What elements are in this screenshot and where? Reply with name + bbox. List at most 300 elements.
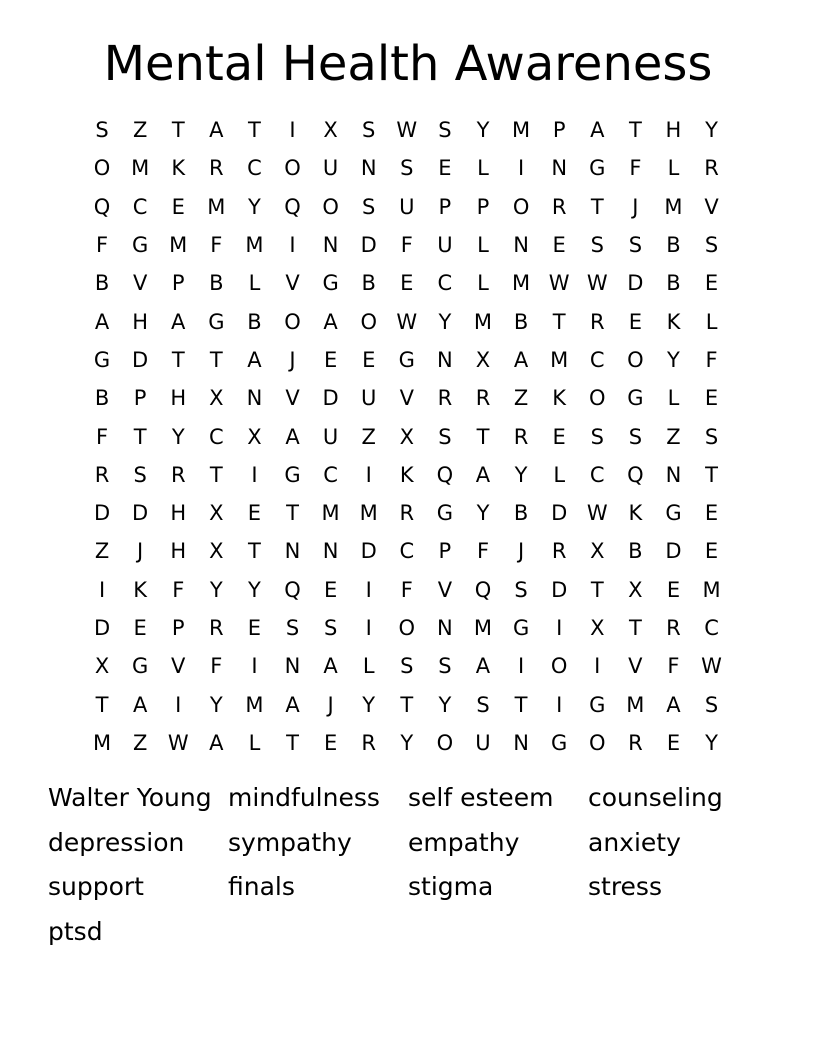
grid-cell[interactable]: A [171, 309, 186, 334]
grid-cell[interactable]: T [209, 462, 223, 487]
grid-cell[interactable]: Z [132, 118, 148, 143]
grid-cell[interactable]: G [512, 616, 530, 640]
grid-cell[interactable]: T [514, 692, 528, 717]
grid-cell[interactable]: E [552, 424, 566, 449]
grid-cell[interactable]: R [551, 194, 567, 219]
grid-cell[interactable]: S [438, 424, 452, 449]
grid-cell[interactable]: L [705, 309, 718, 334]
grid-cell[interactable]: M [359, 501, 378, 526]
grid-cell[interactable]: O [398, 616, 416, 640]
grid-cell[interactable]: A [209, 118, 224, 143]
grid-cell[interactable]: A [209, 730, 224, 755]
grid-cell[interactable]: T [95, 692, 109, 717]
grid-cell[interactable]: G [551, 730, 568, 755]
grid-cell[interactable]: T [133, 424, 147, 449]
grid-cell[interactable]: B [513, 309, 529, 334]
grid-cell[interactable]: Q [436, 462, 454, 487]
grid-cell[interactable]: X [323, 118, 338, 143]
grid-cell[interactable]: E [704, 271, 719, 296]
grid-cell[interactable]: N [437, 347, 453, 372]
grid-cell[interactable]: S [133, 462, 147, 487]
grid-cell[interactable]: N [551, 156, 568, 181]
grid-cell[interactable]: Y [400, 730, 414, 755]
grid-cell[interactable]: M [92, 730, 112, 755]
grid-cell[interactable]: M [131, 156, 150, 181]
grid-cell[interactable]: N [246, 386, 263, 411]
grid-cell[interactable]: L [667, 386, 680, 411]
grid-cell[interactable]: M [321, 501, 340, 526]
grid-cell[interactable]: U [322, 424, 339, 449]
grid-cell[interactable]: Q [284, 577, 301, 602]
grid-cell[interactable]: I [365, 462, 372, 487]
grid-cell[interactable]: B [361, 271, 376, 296]
grid-cell[interactable]: V [628, 654, 643, 679]
grid-cell[interactable]: E [666, 577, 681, 602]
grid-cell[interactable]: N [322, 539, 339, 564]
grid-cell[interactable]: T [590, 577, 604, 602]
grid-cell[interactable]: V [285, 386, 300, 411]
grid-cell[interactable]: L [248, 271, 261, 296]
grid-cell[interactable]: M [702, 577, 721, 602]
grid-cell[interactable]: X [209, 539, 224, 564]
grid-cell[interactable]: S [704, 424, 719, 449]
grid-cell[interactable]: T [171, 118, 185, 143]
grid-cell[interactable]: K [399, 462, 414, 487]
grid-cell[interactable]: R [628, 730, 643, 755]
grid-cell[interactable]: R [399, 501, 415, 526]
grid-cell[interactable]: Y [248, 577, 261, 602]
grid-cell[interactable]: D [360, 539, 377, 564]
grid-cell[interactable]: X [399, 424, 414, 449]
grid-cell[interactable]: I [594, 654, 601, 679]
grid-cell[interactable]: P [133, 386, 147, 411]
grid-cell[interactable]: Y [705, 730, 718, 755]
grid-cell[interactable]: F [172, 577, 185, 602]
grid-cell[interactable]: X [209, 386, 224, 411]
grid-cell[interactable]: H [665, 118, 682, 143]
grid-cell[interactable]: G [284, 462, 301, 487]
grid-cell[interactable]: W [548, 271, 570, 296]
grid-cell[interactable]: Z [361, 424, 376, 449]
grid-cell[interactable]: Y [438, 692, 452, 717]
grid-cell[interactable]: R [551, 539, 567, 564]
grid-cell[interactable]: F [210, 654, 223, 679]
grid-cell[interactable]: Z [94, 539, 110, 564]
grid-cell[interactable]: C [589, 347, 605, 372]
grid-cell[interactable]: F [210, 233, 223, 258]
letter-grid [83, 111, 731, 762]
grid-cell[interactable]: L [477, 271, 489, 296]
grid-cell[interactable]: I [556, 616, 563, 640]
grid-cell[interactable]: O [589, 386, 606, 411]
grid-cell[interactable]: E [171, 194, 185, 219]
grid-cell[interactable]: R [94, 462, 110, 487]
grid-cell[interactable]: O [284, 156, 301, 181]
grid-cell[interactable]: A [475, 654, 491, 679]
grid-cell[interactable]: N [322, 233, 339, 258]
grid-cell[interactable]: Y [705, 118, 718, 143]
grid-cell[interactable]: E [704, 386, 719, 411]
grid-cell[interactable]: G [627, 386, 644, 411]
grid-cell[interactable]: V [704, 194, 719, 219]
grid-cell[interactable]: J [632, 194, 639, 219]
grid-cell[interactable]: L [477, 233, 489, 258]
grid-cell[interactable]: U [322, 156, 339, 181]
grid-cell[interactable]: X [475, 347, 491, 372]
grid-cell[interactable]: F [96, 424, 109, 449]
grid-cell[interactable]: H [170, 501, 187, 526]
grid-cell[interactable]: O [360, 309, 377, 334]
grid-cell[interactable]: M [550, 347, 569, 372]
grid-cell[interactable]: G [589, 156, 606, 181]
grid-cell[interactable]: A [132, 692, 148, 717]
grid-cell[interactable]: C [437, 271, 453, 296]
grid-cell[interactable]: L [362, 654, 375, 679]
word-list-item: support [48, 872, 144, 901]
grid-cell[interactable]: E [133, 616, 147, 640]
grid-cell[interactable]: T [552, 309, 566, 334]
grid-cell[interactable]: C [323, 462, 338, 487]
grid-cell[interactable]: C [399, 539, 415, 564]
grid-cell[interactable]: G [398, 347, 415, 372]
grid-cell[interactable]: S [704, 692, 719, 717]
grid-cell[interactable]: J [517, 539, 525, 564]
grid-cell[interactable]: I [556, 692, 563, 717]
grid-cell[interactable]: R [170, 462, 186, 487]
grid-cell[interactable]: A [666, 692, 681, 717]
grid-row [83, 379, 731, 417]
grid-row [83, 149, 731, 187]
grid-row [83, 685, 731, 723]
grid-cell[interactable]: H [170, 386, 187, 411]
grid-cell[interactable]: S [438, 118, 452, 143]
grid-cell[interactable]: Y [476, 118, 490, 143]
grid-cell[interactable]: B [94, 271, 110, 296]
grid-cell[interactable]: W [396, 309, 418, 334]
grid-cell[interactable]: A [590, 118, 605, 143]
grid-row [83, 647, 731, 685]
grid-cell[interactable]: Y [476, 501, 490, 526]
grid-cell[interactable]: M [207, 194, 226, 219]
grid-cell[interactable]: N [360, 156, 377, 181]
grid-cell[interactable]: N [513, 730, 529, 755]
grid-cell[interactable]: U [475, 730, 491, 755]
grid-cell[interactable]: R [209, 156, 224, 181]
grid-cell[interactable]: R [589, 309, 605, 334]
grid-cell[interactable]: M [169, 233, 188, 258]
grid-cell[interactable]: Q [284, 194, 301, 219]
grid-cell[interactable]: S [323, 616, 338, 640]
grid-cell[interactable]: B [94, 386, 110, 411]
grid-cell[interactable]: F [629, 156, 642, 181]
grid-cell[interactable]: E [704, 501, 719, 526]
grid-cell[interactable]: H [170, 539, 187, 564]
grid-cell[interactable]: G [436, 501, 454, 526]
grid-cell[interactable]: T [590, 194, 604, 219]
grid-cell[interactable]: G [665, 501, 682, 526]
grid-cell[interactable]: D [132, 501, 149, 526]
grid-cell[interactable]: A [247, 347, 262, 372]
grid-cell[interactable]: L [553, 462, 566, 487]
grid-cell[interactable]: E [628, 309, 642, 334]
grid-cell[interactable]: I [365, 577, 372, 602]
grid-cell[interactable]: C [589, 462, 605, 487]
grid-cell[interactable]: F [476, 539, 490, 564]
grid-cell[interactable]: X [209, 501, 224, 526]
grid-cell[interactable]: I [289, 233, 296, 258]
grid-cell[interactable]: V [171, 654, 186, 679]
grid-cell[interactable]: S [285, 616, 300, 640]
grid-cell[interactable]: Z [513, 386, 529, 411]
grid-cell[interactable]: M [245, 233, 264, 258]
grid-cell[interactable]: K [552, 386, 567, 411]
grid-cell[interactable]: B [513, 501, 529, 526]
grid-cell[interactable]: E [323, 347, 338, 372]
grid-cell[interactable]: Y [362, 692, 376, 717]
grid-cell[interactable]: M [512, 271, 531, 296]
grid-cell[interactable]: G [589, 692, 606, 717]
grid-cell[interactable]: S [95, 118, 109, 143]
grid-row [83, 456, 731, 494]
grid-cell[interactable]: S [590, 233, 604, 258]
grid-cell[interactable]: S [362, 118, 376, 143]
grid-cell[interactable]: W [701, 654, 722, 679]
grid-cell[interactable]: Y [514, 462, 528, 487]
word-list-item: finals [228, 872, 295, 901]
grid-cell[interactable]: L [667, 156, 680, 181]
grid-cell[interactable]: C [208, 424, 224, 449]
grid-cell[interactable]: D [360, 233, 377, 258]
grid-cell[interactable]: T [476, 424, 490, 449]
grid-cell[interactable]: X [590, 616, 605, 640]
grid-cell[interactable]: L [248, 730, 261, 755]
grid-cell[interactable]: U [361, 386, 377, 411]
grid-cell[interactable]: S [628, 424, 643, 449]
grid-cell[interactable]: K [666, 309, 681, 334]
grid-cell[interactable]: S [514, 577, 528, 602]
grid-cell[interactable]: K [628, 501, 643, 526]
grid-cell[interactable]: W [167, 730, 189, 755]
grid-cell[interactable]: M [473, 309, 493, 334]
grid-cell[interactable]: A [323, 309, 338, 334]
grid-cell[interactable]: A [285, 424, 300, 449]
grid-cell[interactable]: T [286, 501, 299, 526]
grid-cell[interactable]: V [399, 386, 414, 411]
grid-cell[interactable]: U [437, 233, 453, 258]
grid-cell[interactable]: M [473, 616, 493, 640]
grid-cell[interactable]: N [284, 654, 301, 679]
grid-cell[interactable]: M [626, 692, 645, 717]
grid-cell[interactable]: S [628, 233, 643, 258]
grid-cell[interactable]: I [251, 462, 258, 487]
grid-cell[interactable]: G [132, 233, 149, 258]
grid-cell[interactable]: E [666, 730, 681, 755]
grid-cell[interactable]: V [132, 271, 148, 296]
grid-cell[interactable]: R [361, 730, 376, 755]
grid-cell[interactable]: A [323, 654, 338, 679]
grid-cell[interactable]: J [137, 539, 144, 564]
grid-cell[interactable]: V [285, 271, 300, 296]
grid-cell[interactable]: E [323, 730, 338, 755]
grid-cell[interactable]: Y [248, 194, 261, 219]
grid-cell[interactable]: D [93, 616, 111, 640]
word-list-item: empathy [408, 827, 520, 857]
grid-cell[interactable]: X [590, 539, 605, 564]
grid-cell[interactable]: Z [132, 730, 148, 755]
grid-cell[interactable]: W [396, 118, 418, 143]
grid-cell[interactable]: O [322, 194, 339, 219]
grid-cell[interactable]: S [400, 156, 414, 181]
grid-cell[interactable]: I [251, 654, 258, 679]
grid-cell[interactable]: E [323, 577, 338, 602]
grid-cell[interactable]: O [589, 730, 606, 755]
grid-cell[interactable]: I [517, 156, 525, 181]
grid-row [83, 571, 731, 609]
grid-cell[interactable]: B [209, 271, 224, 296]
grid-cell[interactable]: O [436, 730, 454, 755]
grid-cell[interactable]: S [590, 424, 604, 449]
grid-cell[interactable]: T [400, 692, 414, 717]
grid-cell[interactable]: E [247, 501, 262, 526]
grid-cell[interactable]: P [438, 194, 452, 219]
grid-cell[interactable]: E [552, 233, 566, 258]
grid-cell[interactable]: X [628, 577, 643, 602]
grid-cell[interactable]: I [517, 654, 525, 679]
grid-cell[interactable]: U [399, 194, 415, 219]
grid-cell[interactable]: B [247, 309, 262, 334]
grid-cell[interactable]: T [628, 616, 642, 640]
grid-cell[interactable]: D [551, 577, 568, 602]
grid-cell[interactable]: J [289, 347, 296, 372]
grid-cell[interactable]: T [248, 118, 261, 143]
grid-cell[interactable]: R [209, 616, 224, 640]
grid-cell[interactable]: N [284, 539, 301, 564]
grid-cell[interactable]: P [171, 271, 185, 296]
grid-cell[interactable]: B [666, 233, 681, 258]
grid-cell[interactable]: O [627, 347, 644, 372]
grid-cell[interactable]: E [704, 539, 719, 564]
grid-cell[interactable]: D [627, 271, 644, 296]
grid-cell[interactable]: O [550, 654, 568, 679]
grid-cell[interactable]: J [327, 692, 334, 717]
grid-cell[interactable]: K [133, 577, 148, 602]
grid-cell[interactable]: H [132, 309, 149, 334]
grid-cell[interactable]: K [171, 156, 186, 181]
grid-cell[interactable]: E [400, 271, 414, 296]
grid-cell[interactable]: Z [666, 424, 681, 449]
grid-cell[interactable]: N [437, 616, 453, 640]
grid-cell[interactable]: N [665, 462, 682, 487]
grid-cell[interactable]: R [704, 156, 719, 181]
grid-cell[interactable]: S [438, 654, 452, 679]
grid-cell[interactable]: A [475, 462, 491, 487]
grid-cell[interactable]: W [586, 501, 608, 526]
grid-cell[interactable]: R [475, 386, 491, 411]
grid-cell[interactable]: T [705, 462, 718, 487]
grid-cell[interactable]: E [362, 347, 376, 372]
grid-cell[interactable]: I [365, 616, 372, 640]
grid-cell[interactable]: G [132, 654, 149, 679]
grid-cell[interactable]: M [664, 194, 683, 219]
grid-cell[interactable]: E [438, 156, 452, 181]
grid-cell[interactable]: T [628, 118, 642, 143]
grid-cell[interactable]: M [512, 118, 531, 143]
grid-cell[interactable]: A [285, 692, 300, 717]
grid-cell[interactable]: P [438, 539, 452, 564]
grid-cell[interactable]: A [94, 309, 110, 334]
grid-cell[interactable]: L [477, 156, 489, 181]
grid-cell[interactable]: V [437, 577, 453, 602]
grid-cell[interactable]: Q [627, 462, 644, 487]
grid-cell[interactable]: Q [93, 194, 111, 219]
grid-cell[interactable]: X [247, 424, 262, 449]
grid-cell[interactable]: Q [474, 577, 492, 602]
grid-cell[interactable]: F [400, 577, 413, 602]
grid-cell[interactable]: S [476, 692, 490, 717]
grid-cell[interactable]: Y [438, 309, 452, 334]
grid-cell[interactable]: P [171, 616, 185, 640]
grid-cell[interactable]: O [93, 156, 111, 181]
grid-cell[interactable]: T [171, 347, 185, 372]
grid-cell[interactable]: T [248, 539, 261, 564]
grid-cell[interactable]: S [362, 194, 376, 219]
grid-cell[interactable]: D [132, 347, 149, 372]
grid-cell[interactable]: C [247, 156, 262, 181]
grid-cell[interactable]: I [175, 692, 182, 717]
grid-cell[interactable]: G [93, 347, 111, 372]
grid-cell[interactable]: Y [209, 577, 223, 602]
grid-cell[interactable]: P [476, 194, 490, 219]
grid-cell[interactable]: Y [209, 692, 223, 717]
grid-cell[interactable]: I [289, 118, 296, 143]
grid-cell[interactable]: G [322, 271, 339, 296]
grid-cell[interactable]: E [247, 616, 262, 640]
grid-cell[interactable]: O [284, 309, 301, 334]
grid-cell[interactable]: R [437, 386, 453, 411]
grid-cell[interactable]: R [666, 616, 681, 640]
grid-cell[interactable]: S [704, 233, 719, 258]
grid-cell[interactable]: X [94, 654, 110, 679]
grid-cell[interactable]: F [705, 347, 718, 372]
grid-cell[interactable]: T [209, 347, 223, 372]
grid-cell[interactable]: W [586, 271, 608, 296]
word-list-item: depression [48, 827, 185, 857]
grid-cell[interactable]: N [513, 233, 529, 258]
grid-cell[interactable]: S [400, 654, 414, 679]
grid-cell[interactable]: T [286, 730, 299, 755]
grid-cell[interactable]: F [96, 233, 109, 258]
grid-cell[interactable]: D [551, 501, 568, 526]
grid-cell[interactable]: D [665, 539, 682, 564]
grid-cell[interactable]: B [628, 539, 643, 564]
grid-cell[interactable]: P [552, 118, 566, 143]
grid-cell[interactable]: A [513, 347, 529, 372]
grid-cell[interactable]: D [322, 386, 339, 411]
grid-cell[interactable]: Y [171, 424, 185, 449]
grid-cell[interactable]: M [245, 692, 264, 717]
grid-cell[interactable]: C [132, 194, 148, 219]
grid-cell[interactable]: I [98, 577, 106, 602]
grid-cell[interactable]: R [513, 424, 529, 449]
grid-cell[interactable]: Y [667, 347, 680, 372]
grid-cell[interactable]: F [400, 233, 413, 258]
grid-cell[interactable]: C [704, 616, 719, 640]
grid-cell[interactable]: G [208, 309, 225, 334]
grid-cell[interactable]: B [666, 271, 681, 296]
grid-cell[interactable]: O [512, 194, 530, 219]
grid-cell[interactable]: D [93, 501, 111, 526]
grid-cell[interactable]: F [667, 654, 680, 679]
